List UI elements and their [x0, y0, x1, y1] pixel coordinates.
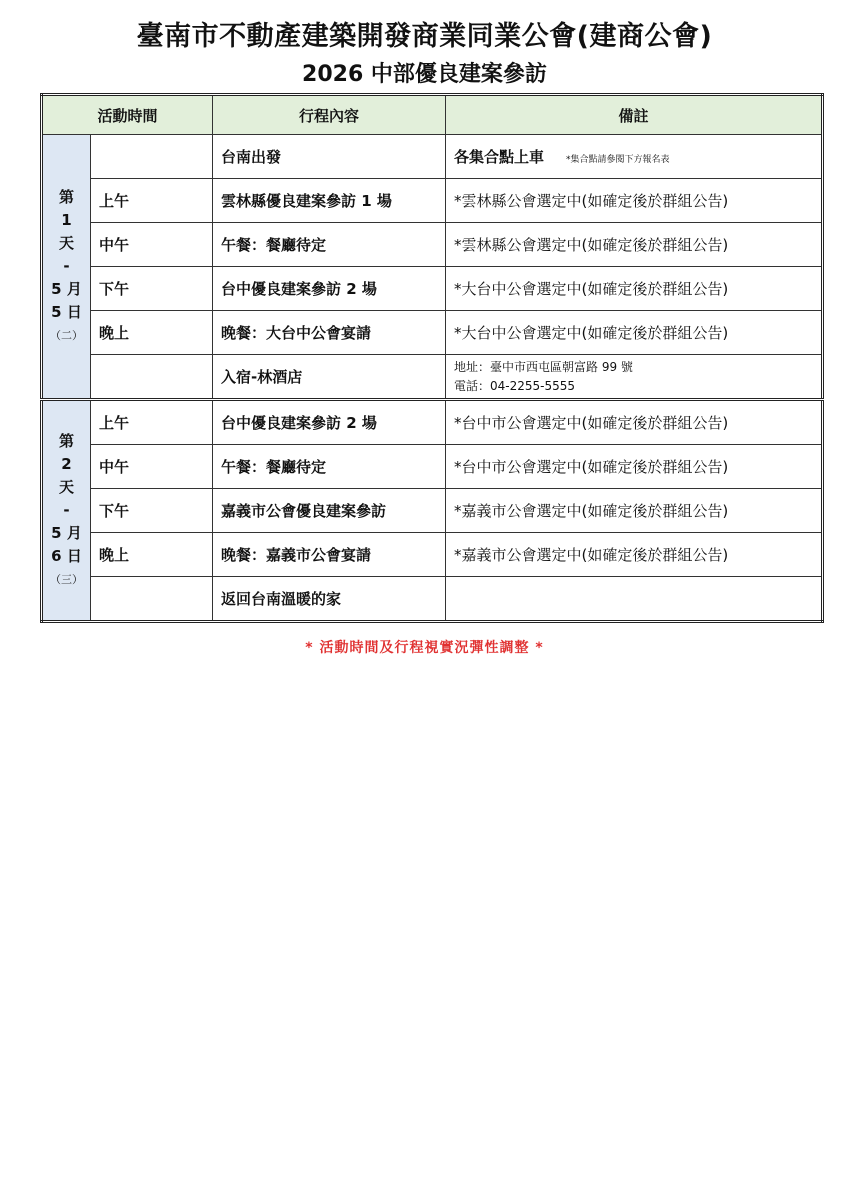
note-cell: *台中市公會選定中(如確定後於群組公告) — [446, 400, 823, 445]
time-cell: 上午 — [91, 400, 213, 445]
time-cell: 上午 — [91, 179, 213, 223]
table-row — [42, 135, 823, 179]
footnote: * 活動時間及行程視實況彈性調整 * — [305, 640, 544, 656]
table-row — [42, 223, 823, 267]
note-text: 各集合點上車 — [454, 148, 545, 166]
table-row — [42, 355, 823, 400]
document-title: 臺南市不動產建築開發商業同業公會(建商公會) — [136, 21, 713, 52]
time-cell — [91, 577, 213, 622]
note-cell: *雲林縣公會選定中(如確定後於群組公告) — [446, 179, 823, 223]
note-cell: *嘉義市公會選定中(如確定後於群組公告) — [446, 533, 823, 577]
itinerary-cell: 嘉義市公會優良建案參訪 — [213, 489, 446, 533]
time-cell — [91, 355, 213, 400]
header-itinerary: 行程內容 — [213, 95, 446, 135]
table-row — [42, 267, 823, 311]
schedule-table — [40, 93, 824, 623]
itinerary-cell: 入宿-林酒店 — [213, 355, 446, 400]
header-notes: 備註 — [446, 95, 823, 135]
itinerary-cell: 返回台南溫暖的家 — [213, 577, 446, 622]
note-cell: *雲林縣公會選定中(如確定後於群組公告) — [446, 223, 823, 267]
itinerary-cell: 台中優良建案參訪 2 場 — [213, 400, 446, 445]
itinerary-cell: 台中優良建案參訪 2 場 — [213, 267, 446, 311]
note-cell: *大台中公會選定中(如確定後於群組公告) — [446, 267, 823, 311]
table-row — [42, 577, 823, 622]
time-cell: 中午 — [91, 445, 213, 489]
itinerary-cell: 晚餐：大台中公會宴請 — [213, 311, 446, 355]
table-row — [42, 400, 823, 445]
header-time: 活動時間 — [42, 95, 213, 135]
time-cell: 晚上 — [91, 311, 213, 355]
time-cell: 下午 — [91, 267, 213, 311]
hotel-phone: 電話：04-2255-5555 — [454, 378, 576, 393]
table-row — [42, 311, 823, 355]
time-cell: 下午 — [91, 489, 213, 533]
itinerary-cell: 晚餐：嘉義市公會宴請 — [213, 533, 446, 577]
table-row — [42, 445, 823, 489]
time-cell: 晚上 — [91, 533, 213, 577]
itinerary-cell: 雲林縣優良建案參訪 1 場 — [213, 179, 446, 223]
table-row — [42, 533, 823, 577]
note-cell — [446, 135, 823, 179]
itinerary-cell: 午餐：餐廳待定 — [213, 223, 446, 267]
time-cell: 中午 — [91, 223, 213, 267]
note-subtext: *集合點請參閱下方報名表 — [566, 155, 670, 165]
itinerary-cell: 台南出發 — [213, 135, 446, 179]
note-cell: *台中市公會選定中(如確定後於群組公告) — [446, 445, 823, 489]
note-cell — [446, 577, 823, 622]
note-cell: *嘉義市公會選定中(如確定後於群組公告) — [446, 489, 823, 533]
hotel-info-cell — [446, 355, 823, 400]
table-row — [42, 489, 823, 533]
document-subtitle: 2026 中部優良建案參訪 — [302, 62, 547, 87]
day2-label: 第 2 天 - 5 月 6 日 （三） — [42, 400, 91, 622]
hotel-address: 地址：臺中市西屯區朝富路 99 號 — [454, 359, 633, 374]
note-cell: *大台中公會選定中(如確定後於群組公告) — [446, 311, 823, 355]
day1-label: 第 1 天 - 5 月 5 日 （二） — [42, 135, 91, 400]
time-cell — [91, 135, 213, 179]
itinerary-cell: 午餐：餐廳待定 — [213, 445, 446, 489]
table-row — [42, 179, 823, 223]
header-row — [42, 95, 823, 135]
